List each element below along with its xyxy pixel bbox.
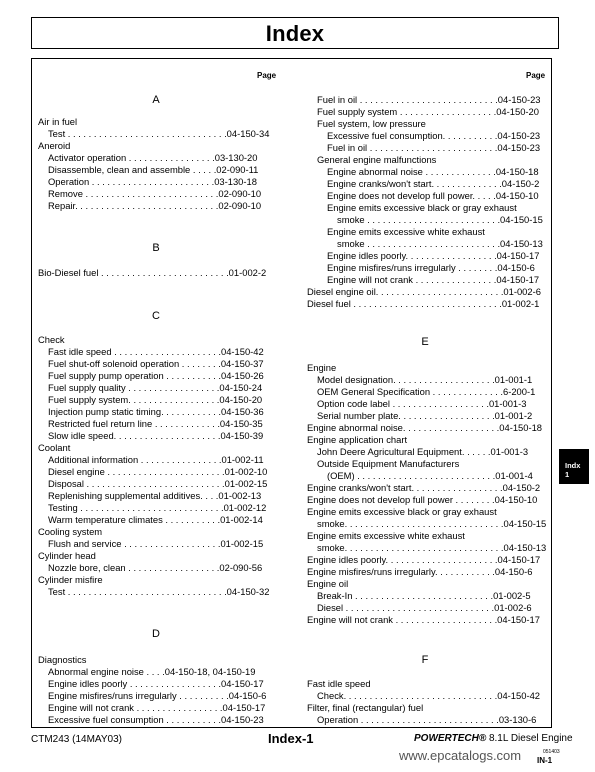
- index-subentry: smoke. . . . . . . . . . . . . . . . . . . . . . . . . . . . . . .04-150-15: [317, 518, 547, 529]
- index-subentry: Slow idle speed. . . . . . . . . . . . . . . . . . . . .04-150-39: [48, 430, 264, 441]
- section-tab-label: Indx: [565, 461, 581, 470]
- index-entry: Filter, final (rectangular) fuel: [307, 702, 424, 713]
- index-subentry: Fuel in oil . . . . . . . . . . . . . . . . . . . . . . . . . . .04-150-23: [317, 94, 541, 105]
- index-subentry: Diesel . . . . . . . . . . . . . . . . . . . . . . . . . . . . .01-002-6: [317, 602, 532, 613]
- index-entry: Aneroid: [38, 140, 71, 151]
- index-entry: Engine application chart: [307, 434, 408, 445]
- index-subentry: Outside Equipment Manufacturers: [317, 458, 460, 469]
- footer-page-code: IN-1: [537, 756, 553, 765]
- index-entry: Engine emits excessive white exhaust: [307, 530, 465, 541]
- index-subentry: Abnormal engine noise . . . .04-150-18, 04-150-19: [48, 666, 256, 677]
- index-subentry: Flush and service . . . . . . . . . . . . . . . . . . .01-002-15: [48, 538, 264, 549]
- index-entry: Bio-Diesel fuel . . . . . . . . . . . . . . . . . . . . . . . . .01-002-2: [38, 267, 267, 278]
- index-subentry: Engine will not crank . . . . . . . . . . . . . . . .04-150-17: [327, 274, 540, 285]
- section-tab-number: 1: [565, 470, 570, 479]
- index-subentry: Restricted fuel return line . . . . . . . . . . . . .04-150-35: [48, 418, 263, 429]
- index-letter-header: A: [152, 94, 160, 106]
- index-entry: Cylinder head: [38, 550, 96, 561]
- title-box: [31, 17, 559, 49]
- index-subentry: Disassemble, clean and assemble . . . . .02-090-11: [48, 164, 259, 175]
- index-subentry: Test . . . . . . . . . . . . . . . . . . . . . . . . . . . . . . .04-150-34: [48, 128, 270, 139]
- index-subentry: Fuel supply quality . . . . . . . . . . . . . . . . . .04-150-24: [48, 382, 263, 393]
- index-entry: Coolant: [38, 442, 71, 453]
- index-entry: Engine emits excessive black or gray exhaust: [307, 506, 497, 517]
- index-entry: Engine: [307, 362, 337, 373]
- index-letter-header: D: [152, 628, 160, 640]
- index-subentry: Fuel system, low pressure: [317, 118, 426, 129]
- index-subentry: Replenishing supplemental additives. . . .01-002-13: [48, 490, 262, 501]
- page-column-label-left: Page: [257, 71, 277, 80]
- index-subentry: Repair. . . . . . . . . . . . . . . . . . . . . . . . . . . .02-090-10: [48, 200, 262, 211]
- footer-manual-id: CTM243 (14MAY03): [31, 734, 122, 745]
- index-entry: Check: [38, 334, 65, 345]
- page-column-label-right: Page: [526, 71, 546, 80]
- page-title: Index: [265, 21, 325, 46]
- footer-brand: POWERTECH®: [414, 733, 487, 744]
- index-subentry: Check. . . . . . . . . . . . . . . . . . . . . . . . . . . . . .04-150-42: [317, 690, 540, 701]
- index-subentry: Operation . . . . . . . . . . . . . . . . . . . . . . . .03-130-18: [48, 176, 257, 187]
- footer-engine: 8.1L Diesel Engine: [486, 733, 573, 744]
- index-entry: Engine oil: [307, 578, 349, 589]
- index-subentry: Engine misfires/runs irregularly . . . . . . . . . .04-150-6: [48, 690, 267, 701]
- index-subentry: Excessive fuel consumption . . . . . . . . . . .04-150-23: [48, 714, 264, 725]
- index-subentry: Engine emits excessive white exhaust: [327, 226, 485, 237]
- index-subentry: Engine misfires/runs irregularly . . . . . . . .04-150-6: [327, 262, 535, 273]
- index-subentry: Serial number plate. . . . . . . . . . . . . . . . . . .01-001-2: [317, 410, 533, 421]
- index-letter-header: B: [152, 242, 160, 254]
- index-subentry: Engine emits excessive black or gray exhaust: [327, 202, 517, 213]
- index-subentry: Disposal . . . . . . . . . . . . . . . . . . . . . . . . . . .01-002-15: [48, 478, 268, 489]
- index-subentry: Fuel in oil . . . . . . . . . . . . . . . . . . . . . . . . .04-150-23: [327, 142, 541, 153]
- index-subentry: Fast idle speed . . . . . . . . . . . . . . . . . . . . .04-150-42: [48, 346, 264, 357]
- index-entry: Diagnostics: [38, 654, 87, 665]
- index-subentry: Fuel supply pump operation . . . . . . . . . . .04-150-26: [48, 370, 264, 381]
- index-subentry: Additional information . . . . . . . . . . . . . . . .01-002-11: [48, 454, 264, 465]
- index-subentry: Fuel supply system. . . . . . . . . . . . . . . . . .04-150-20: [48, 394, 263, 405]
- watermark: www.epcatalogs.com: [399, 748, 522, 763]
- index-subentry: Injection pump static timing. . . . . . . . . . . .04-150-36: [48, 406, 264, 417]
- index-entry: Engine does not develop full power . . . . . . . .04-150-10: [307, 494, 538, 505]
- index-subentry: Break-In . . . . . . . . . . . . . . . . . . . . . . . . . . .01-002-5: [317, 590, 531, 601]
- index-subentry: Remove . . . . . . . . . . . . . . . . . . . . . . . . . .02-090-10: [48, 188, 262, 199]
- index-subentry: (OEM) . . . . . . . . . . . . . . . . . . . . . . . . . . .01-001-4: [327, 470, 533, 481]
- index-subentry: Nozzle bore, clean . . . . . . . . . . . . . . . . . .02-090-56: [48, 562, 263, 573]
- section-tab[interactable]: [559, 449, 589, 484]
- index-subentry: Engine cranks/won't start. . . . . . . . . . . . . .04-150-2: [327, 178, 540, 189]
- index-entry: Fast idle speed: [307, 678, 371, 689]
- index-entry: Air in fuel: [38, 116, 78, 127]
- index-subentry: smoke. . . . . . . . . . . . . . . . . . . . . . . . . . . . . . .04-150-13: [317, 542, 547, 553]
- index-subentry: John Deere Agricultural Equipment. . . . . .01-001-3: [317, 446, 529, 457]
- index-subentry: smoke . . . . . . . . . . . . . . . . . . . . . . . . . .04-150-13: [337, 238, 543, 249]
- index-subentry: Engine abnormal noise . . . . . . . . . . . . . .04-150-18: [327, 166, 539, 177]
- index-subentry: Diesel engine . . . . . . . . . . . . . . . . . . . . . . .01-002-10: [48, 466, 268, 477]
- index-entry: Engine will not crank . . . . . . . . . . . . . . . . . . . .04-150-17: [307, 614, 540, 625]
- index-subentry: Activator operation . . . . . . . . . . . . . . . . .03-130-20: [48, 152, 258, 163]
- index-subentry: Engine idles poorly. . . . . . . . . . . . . . . . . .04-150-17: [327, 250, 540, 261]
- index-subentry: Engine does not develop full power. . . . .04-150-10: [327, 190, 539, 201]
- index-subentry: Model designation. . . . . . . . . . . . . . . . . . . .01-001-1: [317, 374, 533, 385]
- index-entry: Engine idles poorly. . . . . . . . . . . . . . . . . . . . . .04-150-17: [307, 554, 541, 565]
- index-subentry: Excessive fuel consumption. . . . . . . . . . .04-150-23: [327, 130, 541, 141]
- index-subentry: Fuel supply system . . . . . . . . . . . . . . . . . . .04-150-20: [317, 106, 539, 117]
- index-entry: Engine misfires/runs irregularly. . . . . . . . . . . .04-150-6: [307, 566, 533, 577]
- index-entry: Cooling system: [38, 526, 103, 537]
- footer-page-name: Index-1: [268, 731, 314, 746]
- index-letter-header: E: [421, 336, 429, 348]
- index-entry: Diesel fuel . . . . . . . . . . . . . . . . . . . . . . . . . . . . .01-002-1: [307, 298, 540, 309]
- index-entry: Diesel engine oil. . . . . . . . . . . . . . . . . . . . . . . . .01-002-6: [307, 286, 541, 297]
- index-entry: Engine cranks/won't start. . . . . . . . . . . . . . . . . .04-150-2: [307, 482, 541, 493]
- index-subentry: Test . . . . . . . . . . . . . . . . . . . . . . . . . . . . . . .04-150-32: [48, 586, 270, 597]
- index-subentry: Operation . . . . . . . . . . . . . . . . . . . . . . . . . . .03-130-6: [317, 714, 537, 725]
- index-subentry: Fuel shut-off solenoid operation . . . . . . . .04-150-37: [48, 358, 264, 369]
- index-subentry: Warm temperature climates . . . . . . . . . . .01-002-14: [48, 514, 263, 525]
- index-subentry: Testing . . . . . . . . . . . . . . . . . . . . . . . . . . . .01-002-12: [48, 502, 267, 513]
- index-subentry: smoke . . . . . . . . . . . . . . . . . . . . . . . . . .04-150-15: [337, 214, 543, 225]
- footer-product: [414, 733, 573, 744]
- index-letter-header: F: [421, 654, 429, 666]
- index-letter-header: C: [152, 310, 160, 322]
- footer-date-code: 051403: [543, 749, 560, 755]
- index-subentry: Option code label . . . . . . . . . . . . . . . . . . .01-001-3: [317, 398, 527, 409]
- index-subentry: General engine malfunctions: [317, 154, 437, 165]
- index-entry: Engine abnormal noise. . . . . . . . . . . . . . . . . . .04-150-18: [307, 422, 543, 433]
- index-subentry: OEM General Specification . . . . . . . . . . . . . .6-200-1: [317, 386, 536, 397]
- index-entry: Cylinder misfire: [38, 574, 103, 585]
- index-subentry: Engine idles poorly . . . . . . . . . . . . . . . . . .04-150-17: [48, 678, 264, 689]
- index-subentry: Engine will not crank . . . . . . . . . . . . . . . . .04-150-17: [48, 702, 266, 713]
